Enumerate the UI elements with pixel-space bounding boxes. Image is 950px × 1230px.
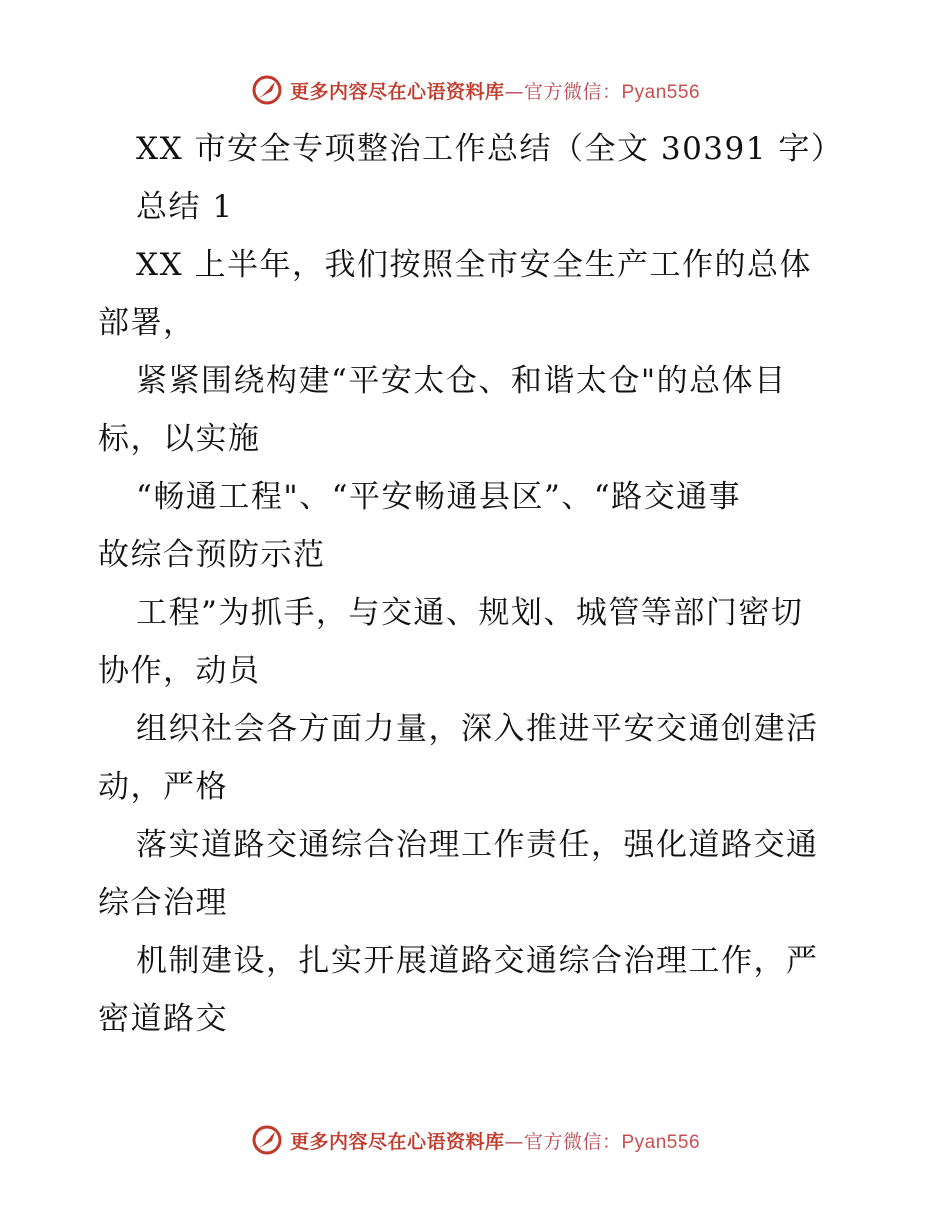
paragraph-line: 协作，动员 <box>98 653 261 689</box>
document-title: XX 市安全专项整治工作总结（全文 30391 字） <box>136 131 844 167</box>
paragraph-line: 部署， <box>98 305 196 341</box>
header-banner-text <box>290 77 700 104</box>
document-body <box>98 120 868 1048</box>
paragraph-line: “畅通工程"、“平安畅通县区”、“路交通事 <box>136 479 742 515</box>
banner-site-name: 更多内容尽在心语资料库 <box>289 80 505 103</box>
paragraph-line: 落实道路交通综合治理工作责任，强化道路交通 <box>136 827 819 863</box>
paragraph-line: 机制建设，扎实开展道路交通综合治理工作，严 <box>136 943 819 979</box>
banner-wechat-label: —官方微信： <box>504 1130 622 1153</box>
paragraph-line: 故综合预防示范 <box>98 537 326 573</box>
paragraph-line: 密道路交 <box>98 1001 228 1037</box>
banner-site-name: 更多内容尽在心语资料库 <box>289 1130 505 1153</box>
paragraph-line: 综合治理 <box>98 885 228 921</box>
footer-banner-text <box>290 1127 700 1154</box>
paragraph-line: 工程”为抓手，与交通、规划、城管等部门密切 <box>136 595 804 631</box>
header-banner <box>0 70 950 110</box>
paragraph-line: 紧紧围绕构建“平安太仓、和谐太仓"的总体目 <box>136 363 787 399</box>
footer-banner <box>0 1120 950 1160</box>
paragraph-line: 组织社会各方面力量，深入推进平安交通创建活 <box>136 711 819 747</box>
feather-pen-circle-icon <box>250 1123 284 1157</box>
paragraph-line: 动，严格 <box>98 769 228 805</box>
paragraph-line: XX 上半年，我们按照全市安全生产工作的总体 <box>136 247 812 283</box>
banner-wechat-id: Pyan556 <box>621 81 701 103</box>
banner-wechat-label: —官方微信： <box>504 80 622 103</box>
section-heading: 总结 1 <box>136 189 234 225</box>
feather-pen-circle-icon <box>250 73 284 107</box>
banner-wechat-id: Pyan556 <box>621 1131 701 1153</box>
paragraph-line: 标，以实施 <box>98 421 261 457</box>
